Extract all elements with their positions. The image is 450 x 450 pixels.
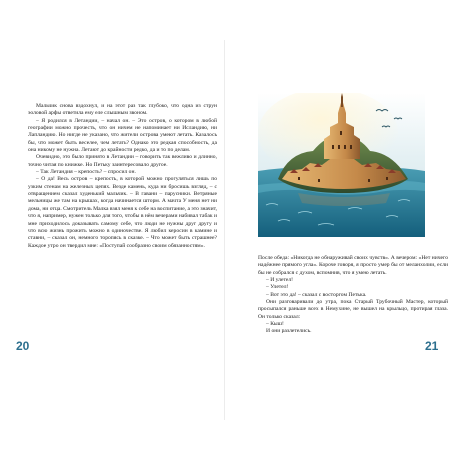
paragraph: – Так Летандия – крепость? – спросил он. bbox=[36, 169, 136, 176]
right-page-text bbox=[258, 255, 448, 336]
paragraph: – Кыш! bbox=[266, 321, 284, 328]
page-number-left: 20 bbox=[16, 339, 30, 353]
paragraph: – Улетел! bbox=[266, 284, 289, 291]
paragraph: И они разлетелись. bbox=[266, 328, 312, 335]
paragraph: – Вот это да! – сказал с восторгом Петька. bbox=[266, 291, 367, 298]
paragraph: После обеда: «Никогда не обнаруживай своих чувств». А вечером: «Нет ничего надёжнее прямого угла». Короче говоря, я просто умер бы от меланхолии, если бы не собрался с духом, вспомнив, что я умею летать. bbox=[258, 255, 448, 276]
paragraph: Очевидно, это было принято в Летандии – говорить так вежливо и длинно, точно читая по книжке. Но Петьку заинтересовало другое. bbox=[28, 154, 217, 168]
paragraph: Мальчик снова вздохнул, и на этот раз так глубоко, что одна из струн эоловой арфы ответила ему еле слышным звоном. bbox=[28, 103, 217, 117]
paragraph: – И улетел! bbox=[266, 277, 294, 284]
page-number-right: 21 bbox=[425, 339, 439, 353]
right-page-content bbox=[225, 0, 450, 450]
left-page-text bbox=[28, 103, 217, 250]
paragraph: – О да! Весь остров – крепость, в которой можно прогуляться лишь по узким стенам на железных цепях. Везде камень, куда ни бросишь взгляд, – с отвращением сказал худенький мальчик. – В гавани – парусники. Ветряные мельницы же там на крышах, когда начинается шторм. А мачта У меня нет ни дома, ни отца. Смотритель Малка взял меня к себе на воспитание, а это значит, что я, например, нужен только для того, чтобы в нём вечерами набивал табак и мне приходилось доказывать самому себе, что люди не нужны друг другу и что всю жизнь прожить можно в одиночестве. Я любил керосин в камине и ставни, – сказал он, немного торопясь в сказке. – Что может быть страшнее? Каждое утро он твердил мне: «Поступай сообразно своим обязанностям». bbox=[28, 176, 218, 249]
paragraph: Они разговаривали до утра, пока Старый Трубочный Мастер, который просыпался раньше всех в Немухине, не вышел на крыльцо, протирая глаза. Он только сказал: bbox=[258, 299, 448, 320]
paragraph: – Я родился в Летандии, – начал он. – Это остров, о котором в любой географии можно прочесть, что он ничем не напоминает ни Исландию, ни Лапландию. Но нигде не указано, что жители острова умеют летать. Казалось бы, что может быть веселее, чем летать? Однако это редкая способность, да она никому не нужна. Летают до крайности редко, да и то по делам. bbox=[28, 117, 217, 154]
